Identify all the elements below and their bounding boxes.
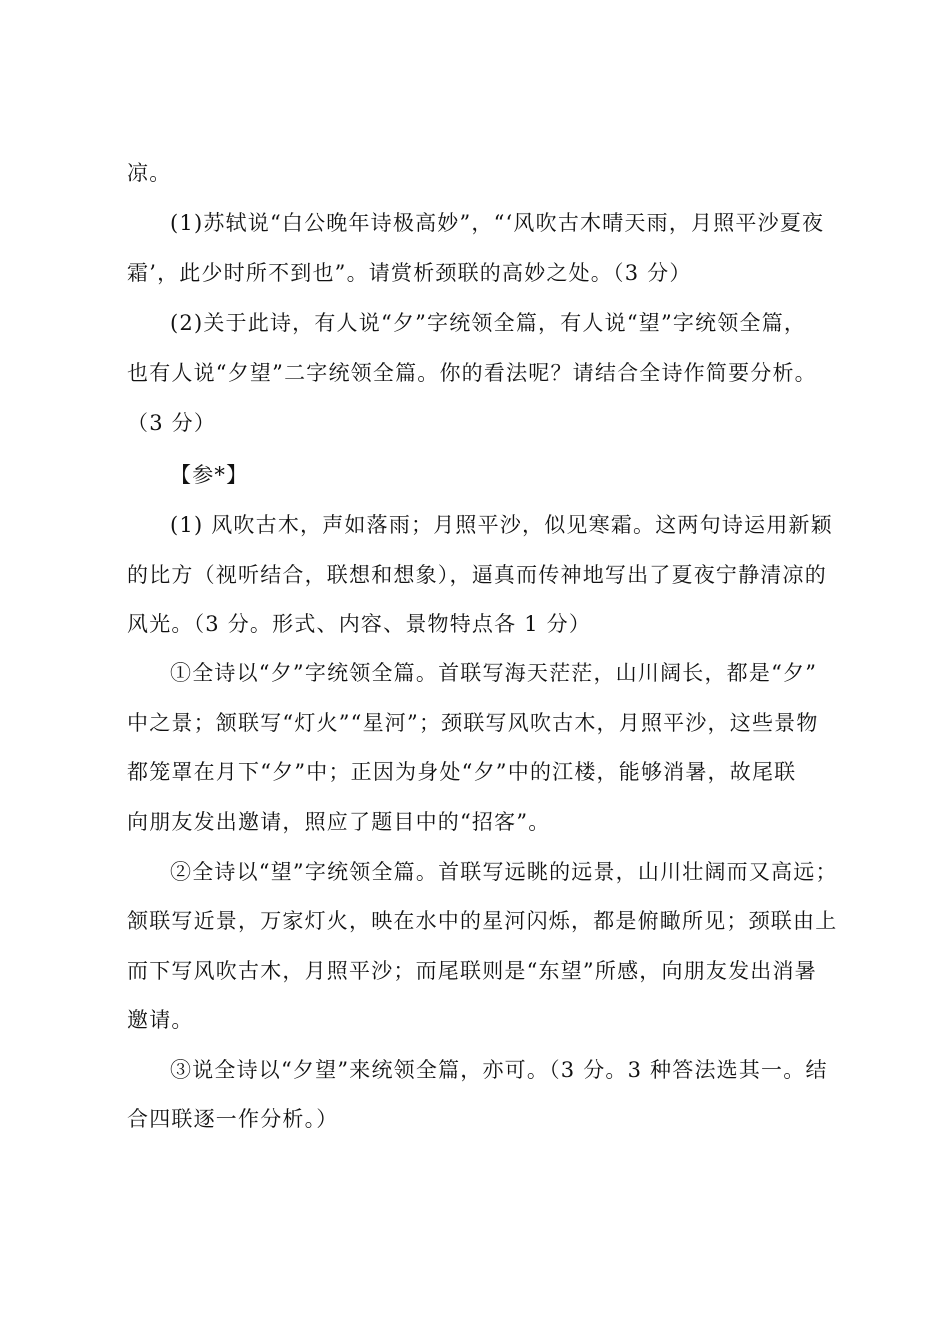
answer-2b-line-4: 邀请。	[127, 1008, 194, 1032]
answer-2a-line-4: 向朋友发出邀请，照应了题目中的“招客”。	[127, 810, 551, 834]
question-1-line-2: 霜’，此少时所不到也”。请赏析颈联的高妙之处。（3 分）	[127, 261, 692, 285]
answer-1-line-2: 的比方（视听结合，联想和想象），逼真而传神地写出了夏夜宁静清凉的	[127, 563, 827, 587]
answer-2a-line-2: 中之景；颔联写“灯火”“星河”；颈联写风吹古木，月照平沙，这些景物	[127, 711, 819, 735]
answer-2b-line-2: 颔联写近景，万家灯火，映在水中的星河闪烁，都是俯瞰所见；颈联由上	[127, 909, 838, 933]
answer-1-line-1: (1) 风吹古木，声如落雨；月照平沙，似见寒霜。这两句诗运用新颖	[170, 513, 833, 537]
answer-2c-line-1: ③说全诗以“夕望”来统领全篇，亦可。（3 分。3 种答法选其一。结	[170, 1058, 828, 1082]
question-2-line-1: (2)关于此诗，有人说“夕”字统领全篇，有人说“望”字统领全篇，	[170, 311, 807, 335]
answer-1-line-3: 风光。（3 分。形式、内容、景物特点各 1 分）	[127, 612, 592, 636]
question-2-line-2: 也有人说“夕望”二字统领全篇。你的看法呢？请结合全诗作简要分析。	[127, 361, 817, 385]
text-line-continuation: 凉。	[127, 161, 172, 185]
answer-2a-line-1: ①全诗以“夕”字统领全篇。首联写海天茫茫，山川阔长，都是“夕”	[170, 661, 818, 685]
answer-2c-line-2: 合四联逐一作分析。）	[127, 1107, 339, 1131]
answer-2b-line-3: 而下写风吹古木，月照平沙；而尾联则是“东望”所感，向朋友发出消暑	[127, 959, 817, 983]
question-2-line-3: （3 分）	[127, 411, 217, 435]
answer-2a-line-3: 都笼罩在月下“夕”中；正因为身处“夕”中的江楼，能够消暑，故尾联	[127, 760, 797, 784]
answer-2b-line-1: ②全诗以“望”字统领全篇。首联写远眺的远景，山川壮阔而又高远；	[170, 860, 838, 884]
question-1-line-1: (1)苏轼说“白公晚年诗极高妙”，“‘风吹古木晴天雨，月照平沙夏夜	[170, 211, 825, 235]
answer-heading: 【参*】	[170, 463, 249, 487]
